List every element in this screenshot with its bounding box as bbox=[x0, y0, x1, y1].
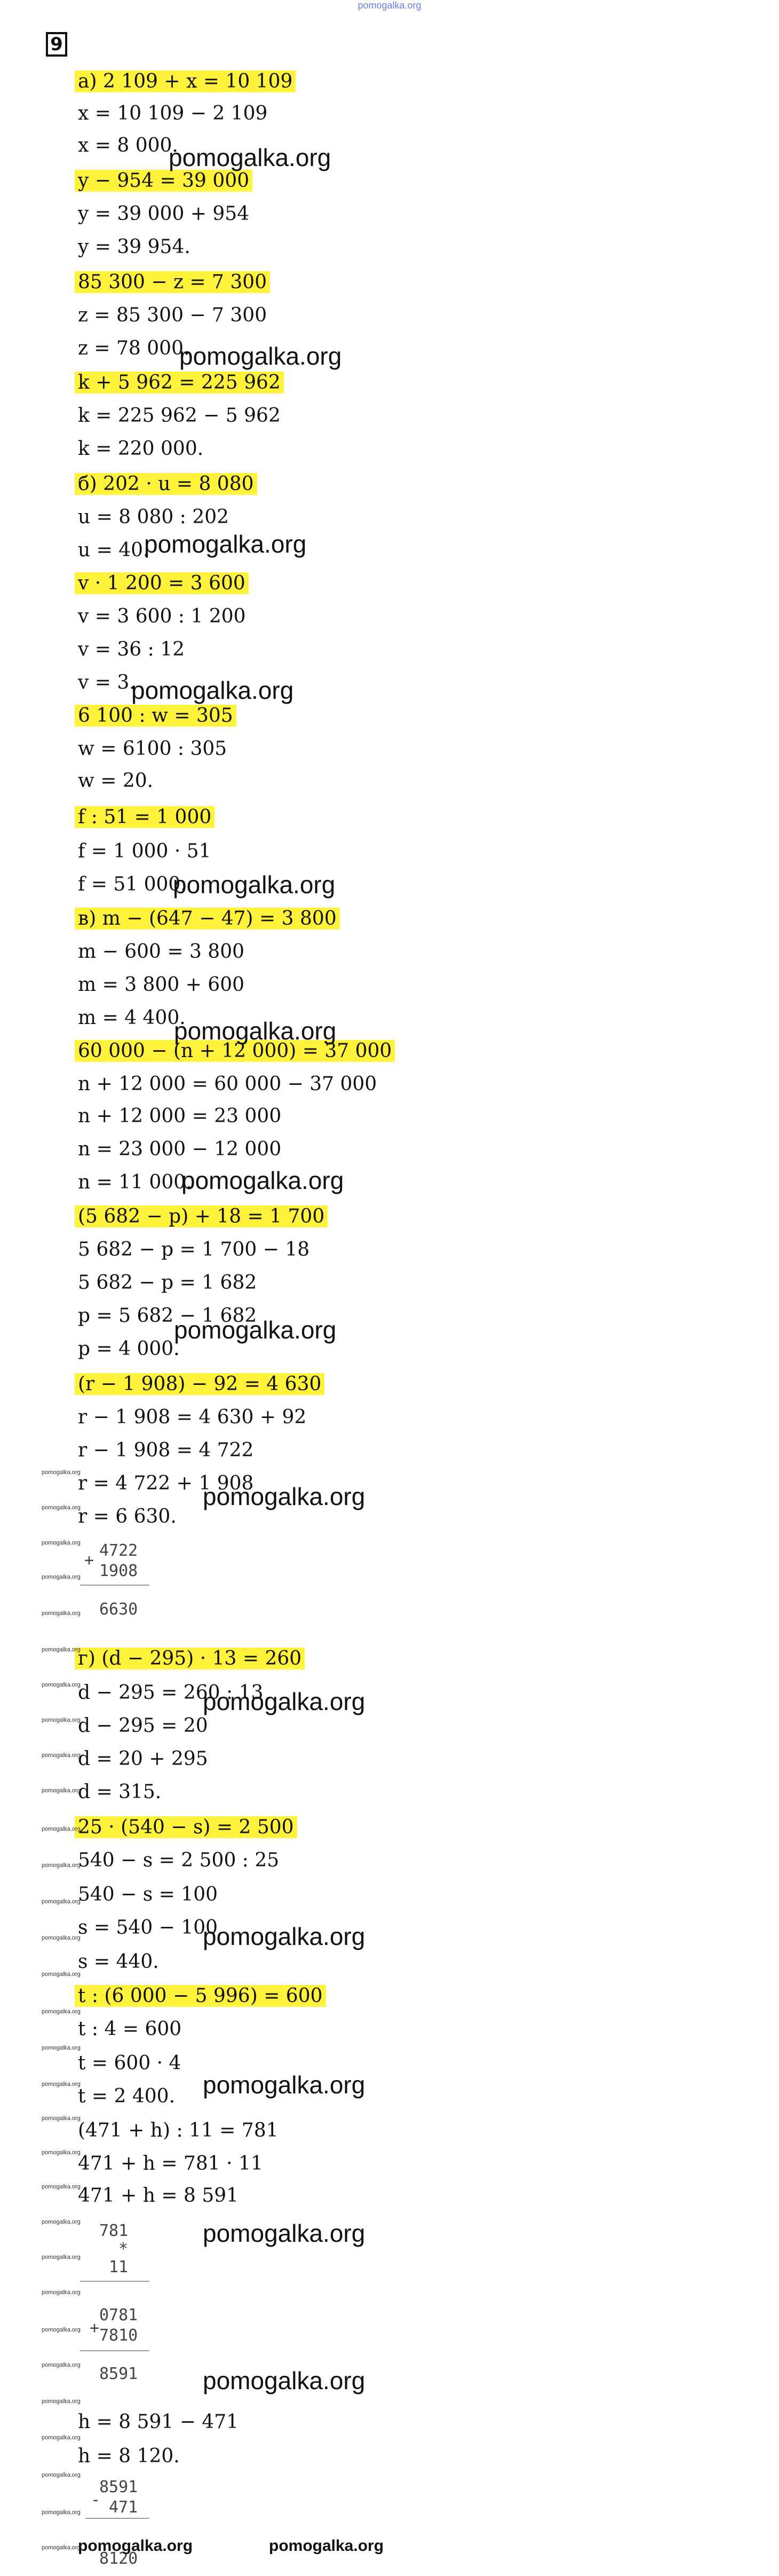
equation-line bbox=[78, 404, 281, 428]
equation-text: z = 78 000. bbox=[78, 337, 190, 359]
equation-text: d − 295 = 260 : 13 bbox=[78, 1682, 264, 1704]
equation-text: 471 + h = 8 591 bbox=[78, 2185, 239, 2207]
equation-line bbox=[78, 235, 190, 259]
equation-line bbox=[78, 1204, 328, 1229]
margin-watermark: pomogalka.org bbox=[42, 2362, 81, 2368]
site-watermark: pomogalka.org bbox=[203, 2219, 365, 2247]
site-watermark: pomogalka.org bbox=[203, 2367, 365, 2394]
equation-line bbox=[78, 270, 270, 295]
margin-watermark: pomogalka.org bbox=[42, 1504, 81, 1511]
calc-plus-sign: + bbox=[84, 1551, 94, 1570]
equation-line bbox=[78, 1647, 305, 1671]
equation-text: p = 5 682 − 1 682 bbox=[78, 1305, 257, 1327]
equation-text: x = 10 109 − 2 109 bbox=[78, 103, 268, 124]
equation-text: v = 3. bbox=[78, 672, 136, 694]
equation-text: z = 85 300 − 7 300 bbox=[78, 304, 267, 326]
footer-watermark-right: pomogalka.org bbox=[269, 2537, 384, 2555]
equation-line bbox=[78, 1780, 161, 1805]
calc-subtrahend: 471 bbox=[109, 2498, 138, 2517]
equation-line bbox=[78, 1848, 279, 1873]
margin-watermark: pomogalka.org bbox=[42, 2081, 81, 2087]
equation-line bbox=[78, 737, 227, 761]
equation-text: v = 36 : 12 bbox=[78, 639, 185, 660]
calc-factor-1: 781 bbox=[99, 2221, 129, 2240]
margin-watermark: pomogalka.org bbox=[42, 2184, 81, 2190]
equation-line bbox=[78, 69, 296, 94]
equation-text: 540 − s = 2 500 : 25 bbox=[78, 1849, 280, 1871]
margin-watermark: pomogalka.org bbox=[42, 1971, 81, 1978]
equation-line bbox=[78, 2410, 239, 2435]
equation-text: r − 1 908 = 4 722 bbox=[78, 1439, 254, 1461]
equation-line bbox=[78, 1747, 208, 1771]
equation-text: k = 220 000. bbox=[78, 438, 204, 460]
equation-line bbox=[78, 2084, 175, 2109]
equation-text: t : 4 = 600 bbox=[78, 2018, 182, 2040]
site-watermark-top: pomogalka.org bbox=[357, 0, 422, 11]
highlighted-equation: 6 100 : w = 305 bbox=[75, 705, 236, 727]
equation-text: n = 23 000 − 12 000 bbox=[78, 1138, 282, 1160]
equation-line bbox=[78, 169, 252, 193]
margin-watermark: pomogalka.org bbox=[42, 2435, 81, 2441]
calc-rule bbox=[80, 2350, 149, 2351]
site-watermark: pomogalka.org bbox=[203, 2071, 365, 2099]
margin-watermark: pomogalka.org bbox=[42, 1610, 81, 1617]
equation-text: n + 12 000 = 23 000 bbox=[78, 1105, 282, 1127]
margin-watermark: pomogalka.org bbox=[42, 1787, 81, 1794]
equation-line bbox=[78, 1405, 306, 1430]
site-watermark: pomogalka.org bbox=[173, 871, 336, 899]
equation-line bbox=[78, 2184, 239, 2208]
equation-line bbox=[78, 805, 214, 830]
equation-text: m − 600 = 3 800 bbox=[78, 941, 245, 963]
calc-plus-sign: + bbox=[90, 2319, 100, 2337]
calc-product: 8591 bbox=[99, 2365, 138, 2383]
equation-text: y = 39 954. bbox=[78, 236, 190, 258]
equation-line bbox=[78, 303, 267, 328]
site-watermark: pomogalka.org bbox=[174, 1316, 337, 1344]
equation-line bbox=[78, 907, 340, 931]
equation-line bbox=[78, 1137, 281, 1162]
equation-text: w = 6100 : 305 bbox=[78, 738, 227, 760]
equation-line bbox=[78, 1372, 324, 1397]
calc-times-sign: * bbox=[118, 2240, 129, 2258]
site-watermark: pomogalka.org bbox=[174, 1017, 337, 1045]
margin-watermark: pomogalka.org bbox=[42, 1752, 81, 1759]
equation-text: y = 39 000 + 954 bbox=[78, 203, 250, 225]
margin-watermark: pomogalka.org bbox=[42, 2149, 81, 2156]
margin-watermark: pomogalka.org bbox=[42, 2045, 81, 2051]
equation-line bbox=[78, 769, 153, 793]
calc-minus-sign: - bbox=[91, 2491, 101, 2509]
equation-line bbox=[78, 1815, 297, 1840]
equation-line bbox=[78, 437, 203, 461]
highlighted-equation: f : 51 = 1 000 bbox=[75, 806, 214, 828]
calc-rule bbox=[80, 1585, 149, 1586]
site-watermark: pomogalka.org bbox=[179, 342, 342, 370]
highlighted-equation: t : (6 000 − 5 996) = 600 bbox=[75, 1985, 326, 2007]
equation-line bbox=[78, 2051, 181, 2076]
highlighted-equation: v · 1 200 = 3 600 bbox=[75, 572, 249, 594]
equation-line bbox=[78, 872, 187, 897]
margin-watermark: pomogalka.org bbox=[42, 1682, 81, 1688]
calc-factor-2: 11 bbox=[109, 2258, 129, 2276]
margin-watermark: pomogalka.org bbox=[42, 1862, 81, 1869]
equation-text: t = 2 400. bbox=[78, 2085, 176, 2107]
highlighted-equation: в) m − (647 − 47) = 3 800 bbox=[75, 908, 340, 929]
margin-watermark: pomogalka.org bbox=[42, 2327, 81, 2333]
margin-watermark: pomogalka.org bbox=[42, 2398, 81, 2405]
equation-line bbox=[78, 1337, 180, 1361]
highlighted-equation: г) (d − 295) · 13 = 260 bbox=[75, 1648, 305, 1669]
equation-line bbox=[78, 202, 249, 226]
task-number-box: 9 bbox=[46, 32, 67, 57]
equation-line bbox=[78, 472, 257, 497]
calc-rule bbox=[85, 2518, 149, 2519]
equation-text: 5 682 − p = 1 700 − 18 bbox=[78, 1239, 310, 1261]
site-watermark: pomogalka.org bbox=[169, 144, 331, 171]
equation-text: r = 4 722 + 1 908 bbox=[78, 1472, 254, 1494]
highlighted-equation: y − 954 = 39 000 bbox=[75, 170, 252, 192]
equation-line bbox=[78, 1104, 281, 1129]
equation-text: k = 225 962 − 5 962 bbox=[78, 405, 281, 427]
highlighted-equation: k + 5 962 = 225 962 bbox=[75, 372, 284, 393]
equation-line bbox=[78, 336, 189, 361]
equation-text: m = 4 400. bbox=[78, 1007, 186, 1029]
equation-line bbox=[78, 604, 246, 629]
equation-line bbox=[78, 1271, 257, 1295]
equation-text: m = 3 800 + 600 bbox=[78, 974, 245, 996]
equation-line bbox=[78, 1438, 253, 1463]
equation-text: 5 682 − p = 1 682 bbox=[78, 1272, 257, 1294]
equation-line bbox=[78, 1072, 377, 1097]
highlighted-equation: 85 300 − z = 7 300 bbox=[75, 271, 270, 293]
equation-line bbox=[78, 2444, 180, 2469]
margin-watermark: pomogalka.org bbox=[42, 1469, 81, 1476]
equation-line bbox=[78, 505, 229, 530]
site-watermark: pomogalka.org bbox=[131, 676, 294, 704]
calc-difference: 8120 bbox=[99, 2549, 138, 2568]
calc-partial-1: 0781 bbox=[99, 2306, 138, 2325]
margin-watermark: pomogalka.org bbox=[42, 2008, 81, 2015]
equation-line bbox=[78, 101, 267, 126]
calc-minuend: 8591 bbox=[99, 2478, 138, 2496]
equation-line bbox=[78, 571, 249, 596]
equation-line bbox=[78, 1504, 177, 1529]
margin-watermark: pomogalka.org bbox=[42, 1647, 81, 1653]
site-watermark: pomogalka.org bbox=[181, 1167, 344, 1194]
margin-watermark: pomogalka.org bbox=[42, 1717, 81, 1723]
equation-text: n = 11 000. bbox=[78, 1171, 192, 1193]
equation-text: s = 440. bbox=[78, 1951, 159, 1973]
equation-line bbox=[78, 1006, 186, 1030]
calc-sum: 6630 bbox=[99, 1600, 138, 1619]
margin-watermark: pomogalka.org bbox=[42, 2472, 81, 2478]
highlighted-equation: 25 · (540 − s) = 2 500 bbox=[75, 1816, 297, 1838]
equation-text: 471 + h = 781 · 11 bbox=[78, 2153, 263, 2175]
highlighted-equation: б) 202 · u = 8 080 bbox=[75, 473, 257, 495]
calc-rule bbox=[80, 2281, 149, 2282]
equation-line bbox=[78, 1984, 326, 2008]
highlighted-equation: (5 682 − p) + 18 = 1 700 bbox=[75, 1206, 328, 1227]
equation-text: (471 + h) : 11 = 781 bbox=[78, 2120, 279, 2141]
equation-line bbox=[78, 1950, 159, 1974]
equation-text: t = 600 · 4 bbox=[78, 2052, 181, 2074]
equation-line bbox=[78, 133, 178, 158]
equation-line bbox=[78, 1916, 218, 1940]
calc-partial-2: 7810 bbox=[99, 2326, 138, 2345]
equation-line bbox=[78, 973, 244, 997]
equation-line bbox=[78, 1238, 309, 1262]
equation-line bbox=[78, 839, 211, 864]
equation-text: v = 3 600 : 1 200 bbox=[78, 605, 246, 627]
equation-text: d = 315. bbox=[78, 1781, 162, 1803]
equation-text: h = 8 591 − 471 bbox=[78, 2411, 239, 2433]
equation-text: p = 4 000. bbox=[78, 1338, 180, 1360]
calc-addend-2: 1908 bbox=[99, 1562, 138, 1580]
equation-text: f = 51 000. bbox=[78, 873, 187, 895]
site-watermark: pomogalka.org bbox=[203, 1483, 365, 1510]
equation-text: r − 1 908 = 4 630 + 92 bbox=[78, 1406, 307, 1428]
margin-watermark: pomogalka.org bbox=[42, 2509, 81, 2516]
equation-line bbox=[78, 671, 136, 695]
margin-watermark: pomogalka.org bbox=[42, 2219, 81, 2225]
equation-text: 540 − s = 100 bbox=[78, 1884, 218, 1905]
margin-watermark: pomogalka.org bbox=[42, 1574, 81, 1580]
equation-line bbox=[78, 940, 244, 964]
margin-watermark: pomogalka.org bbox=[42, 2289, 81, 2296]
equation-text: n + 12 000 = 60 000 − 37 000 bbox=[78, 1073, 377, 1095]
equation-text: s = 540 − 100 bbox=[78, 1917, 218, 1939]
highlighted-equation: а) 2 109 + x = 10 109 bbox=[75, 70, 296, 92]
equation-text: d = 20 + 295 bbox=[78, 1748, 208, 1770]
equation-line bbox=[78, 371, 284, 395]
equation-line bbox=[78, 1882, 218, 1907]
equation-line bbox=[78, 1714, 208, 1738]
margin-watermark: pomogalka.org bbox=[42, 1540, 81, 1546]
calc-addend-1: 4722 bbox=[99, 1541, 138, 1560]
equation-text: f = 1 000 · 51 bbox=[78, 840, 211, 862]
site-watermark: pomogalka.org bbox=[203, 1923, 365, 1950]
equation-text: x = 8 000. bbox=[78, 135, 178, 156]
margin-watermark: pomogalka.org bbox=[42, 1826, 81, 1832]
equation-text: u = 8 080 : 202 bbox=[78, 506, 229, 528]
equation-line bbox=[78, 2152, 263, 2176]
equation-text: d − 295 = 20 bbox=[78, 1715, 208, 1737]
equation-line bbox=[78, 704, 236, 728]
equation-line bbox=[78, 1170, 192, 1195]
equation-text: r = 6 630. bbox=[78, 1506, 177, 1527]
equation-line bbox=[78, 2118, 279, 2143]
highlighted-equation: (r − 1 908) − 92 = 4 630 bbox=[75, 1373, 324, 1395]
margin-watermark: pomogalka.org bbox=[42, 2254, 81, 2260]
highlighted-equation: 60 000 − (n + 12 000) = 37 000 bbox=[75, 1040, 395, 1062]
equation-text: h = 8 120. bbox=[78, 2445, 180, 2467]
equation-line bbox=[78, 2017, 181, 2042]
margin-watermark: pomogalka.org bbox=[42, 2115, 81, 2122]
equation-line bbox=[78, 538, 149, 563]
site-watermark: pomogalka.org bbox=[144, 530, 307, 558]
site-watermark: pomogalka.org bbox=[203, 1688, 365, 1715]
margin-watermark: pomogalka.org bbox=[42, 1935, 81, 1941]
footer-watermark-left: pomogalka.org bbox=[78, 2537, 193, 2555]
equation-text: w = 20. bbox=[78, 770, 154, 792]
margin-watermark: pomogalka.org bbox=[42, 1898, 81, 1905]
margin-watermark: pomogalka.org bbox=[42, 2545, 81, 2551]
equation-line bbox=[78, 637, 185, 662]
equation-text: u = 40. bbox=[78, 539, 149, 561]
